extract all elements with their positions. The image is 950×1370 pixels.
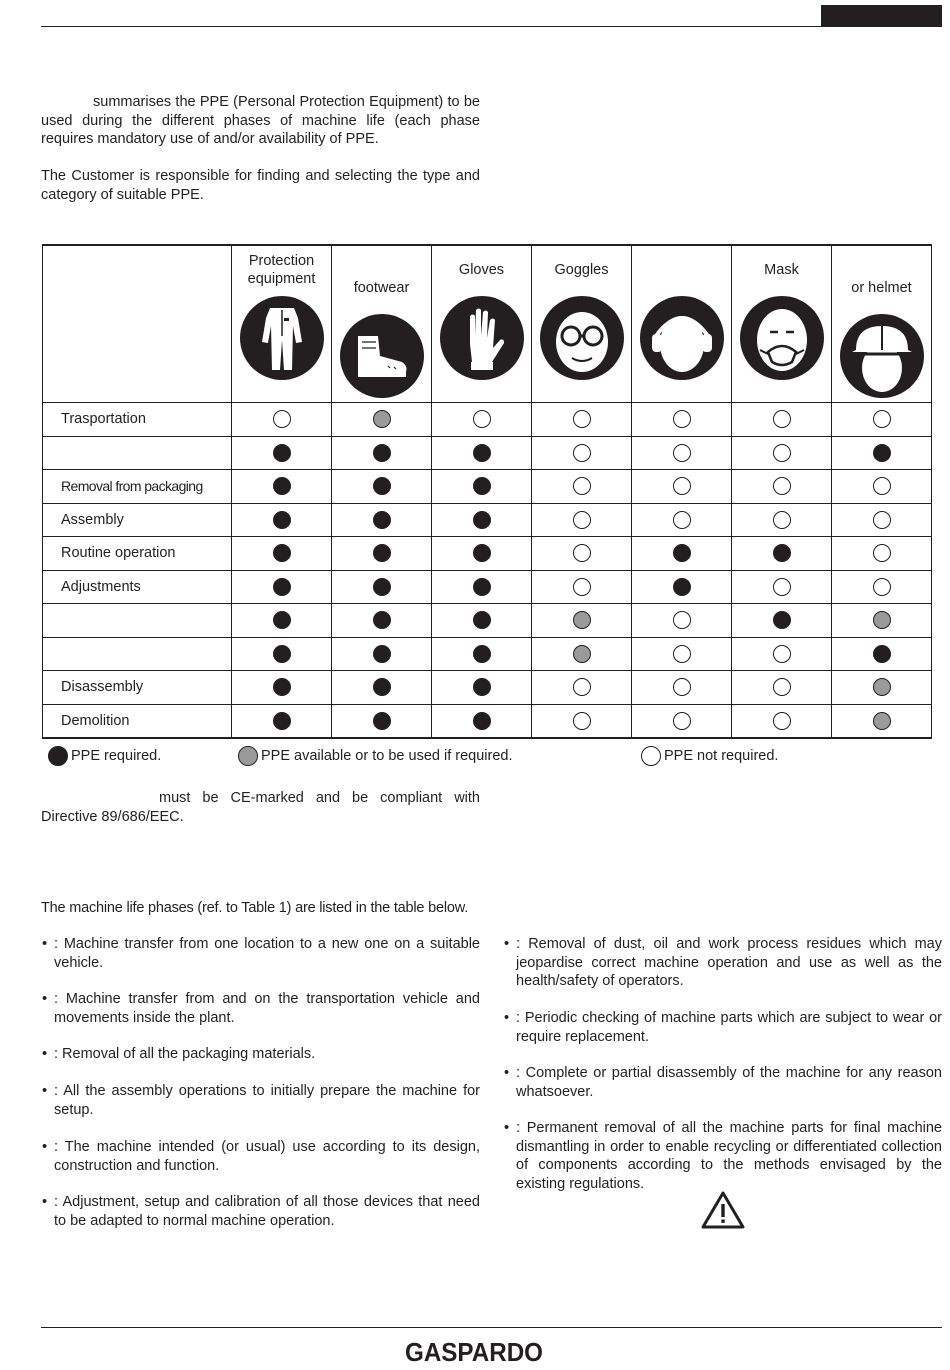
ppe-table: [42, 244, 932, 739]
ppe-mark-cell: [732, 503, 832, 537]
ppe-table-row: [43, 403, 932, 437]
ppe-table-row: [43, 671, 932, 705]
filled-circle-icon: [373, 645, 391, 663]
ppe-mark-cell: [632, 637, 732, 671]
ce-note: [41, 789, 480, 826]
glove-icon: [440, 296, 524, 380]
warning-icon: [700, 1190, 746, 1230]
empty-circle-icon: [673, 511, 691, 529]
phase-cell: [43, 637, 232, 671]
ppe-mark-cell: [732, 604, 832, 638]
empty-circle-icon: [573, 678, 591, 696]
filled-circle-icon: [373, 578, 391, 596]
ppe-mark-cell: [832, 637, 932, 671]
ppe-mark-cell: [732, 671, 832, 705]
empty-circle-icon: [673, 611, 691, 629]
filled-circle-icon: [473, 511, 491, 529]
intro-text-1: summarises the PPE (Personal Protection Equipment) to be used during the different phases of machine life (each phase requires mandatory use of and/or availability of PPE.: [41, 94, 480, 147]
ppe-mark-cell: [632, 470, 732, 504]
ppe-mark-cell: [332, 671, 432, 705]
ppe-table-row: [43, 704, 932, 738]
ppe-mark-cell: [832, 671, 932, 705]
empty-circle-icon: [573, 410, 591, 428]
gray-circle-icon: [573, 645, 591, 663]
phase-cell: [43, 604, 232, 638]
filled-circle-icon: [373, 544, 391, 562]
empty-circle-icon: [873, 578, 891, 596]
ppe-mark-cell: [832, 537, 932, 571]
list-item: • : Removal of all the packaging materials.: [42, 1046, 316, 1062]
header-helmet: [832, 245, 932, 403]
empty-circle-icon: [473, 410, 491, 428]
empty-circle-icon: [273, 410, 291, 428]
ppe-mark-cell: [232, 436, 332, 470]
ppe-mark-cell: [532, 604, 632, 638]
empty-circle-icon: [873, 544, 891, 562]
ppe-mark-cell: [232, 403, 332, 437]
header-footwear: [332, 245, 432, 403]
phase-cell: Trasportation: [43, 403, 232, 437]
list-item: • : Machine transfer from one location to a new one on a suitable vehicle.: [42, 936, 480, 971]
filled-circle-icon: [473, 444, 491, 462]
filled-circle-icon: [473, 578, 491, 596]
helmet-icon: [840, 314, 924, 398]
filled-circle-icon: [873, 444, 891, 462]
gray-circle-icon: [873, 678, 891, 696]
ppe-table-row: [43, 537, 932, 571]
filled-circle-icon: [273, 611, 291, 629]
filled-circle-icon: [673, 578, 691, 596]
intro-paragraph-2: The Customer is responsible for finding and selecting the type and category of suitable PPE.: [41, 168, 480, 203]
ppe-mark-cell: [532, 704, 632, 738]
ppe-table-row: [43, 604, 932, 638]
phase-cell: Disassembly: [43, 671, 232, 705]
filled-circle-icon: [373, 511, 391, 529]
phases-intro: The machine life phases (ref. to Table 1) are listed in the table below.: [41, 900, 469, 916]
ppe-mark-cell: [432, 470, 532, 504]
header-mask: [732, 245, 832, 403]
ppe-mark-cell: [432, 570, 532, 604]
ppe-mark-cell: [232, 470, 332, 504]
header-goggles: [532, 245, 632, 403]
empty-circle-icon: [773, 444, 791, 462]
ppe-mark-cell: [832, 436, 932, 470]
footer-rule: [41, 1327, 942, 1328]
ppe-mark-cell: [632, 704, 732, 738]
ppe-mark-cell: [632, 604, 732, 638]
gray-circle-icon: [238, 746, 258, 766]
gray-circle-icon: [573, 611, 591, 629]
ce-note-text: must be CE-marked and be compliant with Directive 89/686/EEC.: [41, 790, 480, 825]
filled-circle-icon: [473, 678, 491, 696]
empty-circle-icon: [573, 544, 591, 562]
legend-not-required: [641, 746, 778, 766]
mask-icon: [740, 296, 824, 380]
header-label: footwear: [353, 280, 410, 296]
ppe-mark-cell: [432, 671, 532, 705]
filled-circle-icon: [773, 611, 791, 629]
empty-circle-icon: [773, 511, 791, 529]
filled-circle-icon: [273, 477, 291, 495]
safety-boot-icon: [340, 314, 424, 398]
list-item: • : Machine transfer from and on the transportation vehicle and movements inside the plant.: [42, 991, 480, 1026]
filled-circle-icon: [373, 678, 391, 696]
empty-circle-icon: [573, 511, 591, 529]
ppe-table-row: [43, 570, 932, 604]
ppe-mark-cell: [632, 403, 732, 437]
ppe-mark-cell: [232, 503, 332, 537]
filled-circle-icon: [373, 444, 391, 462]
ppe-mark-cell: [732, 570, 832, 604]
filled-circle-icon: [273, 578, 291, 596]
ppe-mark-cell: [332, 604, 432, 638]
ppe-mark-cell: [732, 704, 832, 738]
empty-circle-icon: [873, 410, 891, 428]
phase-cell: Demolition: [43, 704, 232, 738]
empty-circle-icon: [573, 578, 591, 596]
filled-circle-icon: [273, 544, 291, 562]
filled-circle-icon: [373, 712, 391, 730]
empty-circle-icon: [641, 746, 661, 766]
empty-circle-icon: [573, 477, 591, 495]
ppe-mark-cell: [832, 503, 932, 537]
empty-circle-icon: [773, 477, 791, 495]
ppe-mark-cell: [532, 403, 632, 437]
gray-circle-icon: [373, 410, 391, 428]
filled-circle-icon: [473, 477, 491, 495]
ppe-mark-cell: [332, 403, 432, 437]
phase-cell: Assembly: [43, 503, 232, 537]
header-label: [632, 246, 731, 292]
ppe-mark-cell: [432, 403, 532, 437]
intro-paragraph-1: [41, 93, 480, 149]
empty-circle-icon: [773, 410, 791, 428]
ppe-mark-cell: [232, 570, 332, 604]
empty-circle-icon: [773, 578, 791, 596]
empty-circle-icon: [673, 444, 691, 462]
ppe-mark-cell: [232, 637, 332, 671]
phase-cell: Adjustments: [43, 570, 232, 604]
list-item: • : Periodic checking of machine parts which are subject to wear or require replacement.: [504, 1010, 942, 1045]
empty-circle-icon: [873, 511, 891, 529]
ppe-mark-cell: [732, 436, 832, 470]
ppe-table-row: [43, 503, 932, 537]
filled-circle-icon: [873, 645, 891, 663]
ppe-mark-cell: [632, 537, 732, 571]
ppe-mark-cell: [832, 704, 932, 738]
empty-circle-icon: [773, 712, 791, 730]
ppe-mark-cell: [332, 436, 432, 470]
ppe-mark-cell: [232, 671, 332, 705]
legend-not-required-label: PPE not required.: [664, 748, 779, 764]
phase-cell: [43, 436, 232, 470]
empty-circle-icon: [673, 410, 691, 428]
filled-circle-icon: [673, 544, 691, 562]
ppe-mark-cell: [632, 570, 732, 604]
filled-circle-icon: [473, 645, 491, 663]
ppe-mark-cell: [532, 570, 632, 604]
ppe-mark-cell: [232, 537, 332, 571]
list-item: • : Permanent removal of all the machine parts for final machine dismantling in order to enable recycling or differentiated collection of components according to the methods envisaged by the existing regulations.: [504, 1120, 942, 1192]
filled-circle-icon: [273, 444, 291, 462]
header-label: or helmet: [851, 280, 912, 296]
legend-required: [48, 746, 161, 766]
legend-available-label: PPE available or to be used if required.: [261, 748, 513, 764]
list-item: • : Removal of dust, oil and work process residues which may jeopardise correct machine operation and use as well as the health/safety of operators.: [504, 936, 942, 989]
header-protection-equipment: [232, 245, 332, 403]
filled-circle-icon: [273, 712, 291, 730]
ppe-table-row: [43, 470, 932, 504]
ppe-mark-cell: [332, 570, 432, 604]
gray-circle-icon: [873, 712, 891, 730]
empty-circle-icon: [873, 477, 891, 495]
filled-circle-icon: [48, 746, 68, 766]
gaspardo-logo: [405, 1336, 545, 1366]
ppe-mark-cell: [432, 537, 532, 571]
header-ear-protection: [632, 245, 732, 403]
ppe-mark-cell: [432, 637, 532, 671]
ppe-mark-cell: [732, 537, 832, 571]
ppe-mark-cell: [532, 637, 632, 671]
filled-circle-icon: [473, 544, 491, 562]
empty-circle-icon: [673, 477, 691, 495]
ppe-mark-cell: [332, 704, 432, 738]
ppe-table-header-row: [43, 245, 932, 403]
filled-circle-icon: [373, 477, 391, 495]
ppe-mark-cell: [332, 537, 432, 571]
ppe-mark-cell: [532, 436, 632, 470]
filled-circle-icon: [373, 611, 391, 629]
ppe-mark-cell: [332, 470, 432, 504]
ppe-mark-cell: [232, 704, 332, 738]
legend-available: [238, 746, 512, 766]
list-item: • : Adjustment, setup and calibration of all those devices that need to be adapted to normal machine operation.: [42, 1194, 480, 1229]
protective-suit-icon: [240, 296, 324, 380]
phase-cell: Routine operation: [43, 537, 232, 571]
ppe-mark-cell: [332, 637, 432, 671]
filled-circle-icon: [273, 645, 291, 663]
header-gloves: [432, 245, 532, 403]
ppe-mark-cell: [532, 537, 632, 571]
phase-header-cell: [43, 245, 232, 403]
empty-circle-icon: [673, 712, 691, 730]
ppe-mark-cell: [432, 503, 532, 537]
ppe-mark-cell: [332, 503, 432, 537]
ppe-mark-cell: [232, 604, 332, 638]
filled-circle-icon: [273, 511, 291, 529]
ppe-mark-cell: [632, 503, 732, 537]
ppe-mark-cell: [732, 403, 832, 437]
gray-circle-icon: [873, 611, 891, 629]
ppe-mark-cell: [732, 470, 832, 504]
ppe-mark-cell: [832, 604, 932, 638]
ppe-mark-cell: [532, 503, 632, 537]
ppe-mark-cell: [732, 637, 832, 671]
phase-cell: Removal from packaging: [43, 470, 232, 504]
goggles-icon: [540, 296, 624, 380]
ppe-mark-cell: [832, 403, 932, 437]
empty-circle-icon: [673, 678, 691, 696]
empty-circle-icon: [773, 645, 791, 663]
section-tab: [821, 5, 942, 27]
header-rule: [41, 26, 822, 27]
filled-circle-icon: [773, 544, 791, 562]
empty-circle-icon: [573, 712, 591, 730]
empty-circle-icon: [573, 444, 591, 462]
empty-circle-icon: [673, 645, 691, 663]
ppe-mark-cell: [832, 570, 932, 604]
filled-circle-icon: [273, 678, 291, 696]
ppe-table-row: [43, 637, 932, 671]
ppe-mark-cell: [432, 704, 532, 738]
list-item: • : All the assembly operations to initially prepare the machine for setup.: [42, 1083, 480, 1118]
ppe-mark-cell: [532, 671, 632, 705]
ppe-mark-cell: [432, 604, 532, 638]
ppe-mark-cell: [532, 470, 632, 504]
ppe-mark-cell: [632, 671, 732, 705]
ear-protection-icon: [640, 296, 724, 380]
legend-required-label: PPE required.: [71, 748, 162, 764]
logo-text: GASPARDO: [405, 1337, 543, 1366]
header-label: Gloves: [458, 262, 505, 278]
ppe-table-row: [43, 436, 932, 470]
ppe-mark-cell: [832, 470, 932, 504]
list-item: • : The machine intended (or usual) use according to its design, construction and function.: [42, 1139, 480, 1174]
header-label: Protection equipment: [247, 253, 316, 287]
header-label: Goggles: [554, 262, 609, 278]
filled-circle-icon: [473, 611, 491, 629]
list-item: • : Complete or partial disassembly of the machine for any reason whatsoever.: [504, 1065, 942, 1100]
ppe-mark-cell: [632, 436, 732, 470]
header-label: Mask: [764, 262, 799, 278]
ppe-mark-cell: [432, 436, 532, 470]
empty-circle-icon: [773, 678, 791, 696]
filled-circle-icon: [473, 712, 491, 730]
